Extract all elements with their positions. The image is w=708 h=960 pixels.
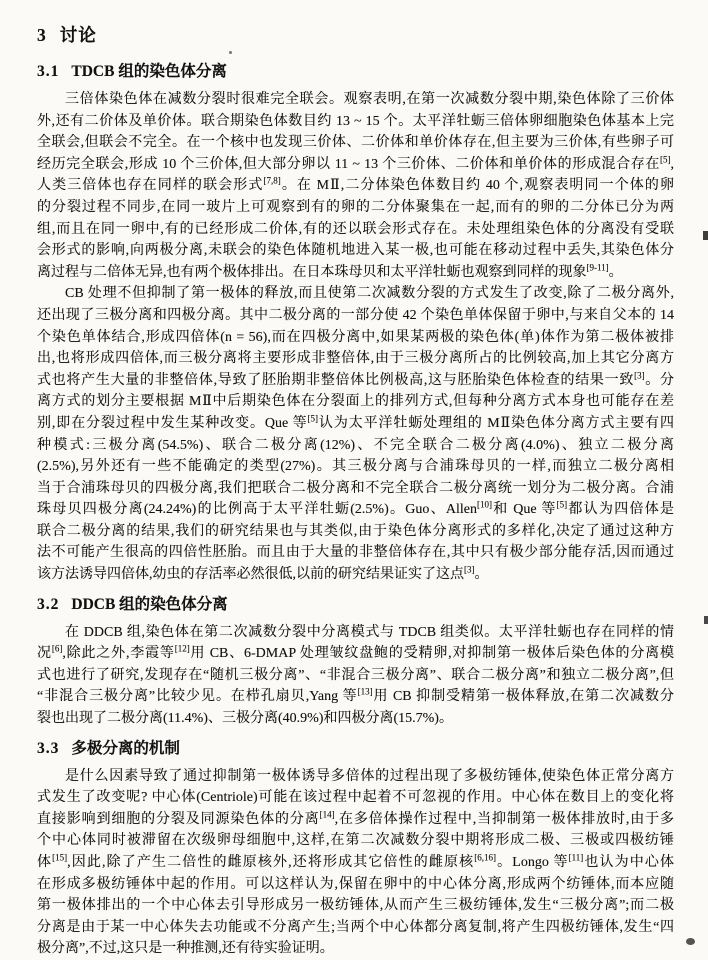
text-segment: 直接影响到细胞的分裂及同源染色体的分离 xyxy=(37,811,320,827)
heading-number: 3.1 xyxy=(37,63,60,80)
scan-artifact xyxy=(404,929,407,931)
text-segment: 出,也将形成四倍体,而三极分离将主要形成非整倍体,由于三极分离所占的比例较高,加上其它分离方 xyxy=(37,351,674,367)
text-segment: 式也将产生大量的非整倍体,导致了胚胎期非整倍体比例极高,这与胚胎染色体检查的结果一致 xyxy=(37,372,635,388)
text-segment: 的分裂过程不同步,在同一玻片上可观察到有的卵的二分体聚集在一起,而有的卵的二分体已分为两 xyxy=(37,199,674,215)
text-segment: 外,还有二价体及单价体。联合期染色体数目约 13 ~ 15 个。太平洋牡蛎三倍体卵细胞染色体基本上完 xyxy=(37,113,674,129)
text-line xyxy=(37,240,674,262)
citation-superscript: [5] xyxy=(307,413,319,424)
text-segment: 珠母贝四极分离(24.24%)的比例高于太平洋牡蛎(2.5%)。Guo、Allen xyxy=(37,502,477,518)
text-line xyxy=(37,787,674,809)
text-line xyxy=(37,89,674,111)
text-segment: 用 CB、6-DMAP 处理皱纹盘鲍的受精卵,对抑制第一极体后染色体的分离模 xyxy=(189,646,674,662)
citation-superscript: [3] xyxy=(634,370,645,381)
text-line xyxy=(37,564,674,586)
text-segment: 是什么因素导致了通过抑制第一极体诱导多倍体的过程出现了多极纺锤体,使染色体正常分离方 xyxy=(65,768,674,784)
citation-superscript: [11] xyxy=(568,852,584,863)
text-line xyxy=(37,917,674,939)
scan-artifact xyxy=(686,938,695,945)
heading-text: DDCB 组的染色体分离 xyxy=(71,595,228,613)
text-segment: (2.5%),另外还有一些不能确定的类型(27%)。其三极分离与合浦珠母贝的一样,而独立二极分离相 xyxy=(37,459,674,475)
text-segment: 还出现了三极分离和四极分离。其中二极分离的一部分使 42 个染色单体保留于卵中,与来自父本的 14 xyxy=(37,307,674,323)
text-segment: 认为太平洋牡蛎处理组的 MⅡ染色体分离方式主要有四 xyxy=(318,415,674,431)
heading-text: TDCB 组的染色体分离 xyxy=(71,63,227,80)
citation-superscript: [14] xyxy=(319,809,335,820)
text-segment: 该方法诱导四倍体,幼虫的存活率必然很低,以前的研究结果证实了这点 xyxy=(37,567,464,583)
text-line xyxy=(37,197,674,219)
text-line xyxy=(37,622,674,644)
text-segment: 。分 xyxy=(644,372,674,388)
text-segment: 和 Que 等 xyxy=(492,502,557,518)
text-line xyxy=(37,938,674,960)
citation-superscript: [5] xyxy=(660,154,671,165)
citation-superscript: [6] xyxy=(51,643,63,654)
text-segment: 都认为四倍体是 xyxy=(567,502,674,518)
text-line xyxy=(37,665,674,687)
text-segment: 会形式的影响,向两极分离,未联会的染色体随机地进入某一极,也可能在移动过程中丢失,其染色体分 xyxy=(37,243,674,259)
text-line xyxy=(37,175,674,197)
scan-artifact xyxy=(229,51,232,54)
text-segment: 种模式:三极分离(54.5%)、联合二极分离(12%)、不完全联合二极分离(4.0%)、独立二极分离 xyxy=(37,437,674,453)
heading-number: 3.2 xyxy=(37,595,60,613)
text-line xyxy=(37,708,674,730)
text-line xyxy=(37,766,674,788)
text-line xyxy=(37,830,674,852)
text-line xyxy=(37,478,674,500)
text-line xyxy=(37,895,674,917)
paragraph xyxy=(37,622,674,730)
text-segment: , xyxy=(670,156,674,172)
text-segment: 式发生了改变呢? 中心体(Centriole)可能在该过程中起着不可忽视的作用。中心体在数目上的变化将 xyxy=(37,790,674,806)
citation-superscript: [15] xyxy=(52,852,68,863)
text-segment: 况 xyxy=(37,646,52,662)
text-segment: 法不可能产生很高的四倍性胚胎。而且由于大量的非整倍体存在,其中只有极少部分能存活,因而通过 xyxy=(37,545,674,561)
scan-artifact xyxy=(598,925,601,927)
text-line xyxy=(37,499,674,521)
text-line xyxy=(37,686,674,708)
text-line xyxy=(37,262,674,284)
text-segment: ,在多倍体操作过程中,当抑制第一极体排放时,由于多 xyxy=(334,811,674,827)
text-segment: 三倍体染色体在减数分裂时很难完全联会。观察表明,在第一次减数分裂中期,染色体除了三价体 xyxy=(65,92,674,107)
text-segment: 经历完全联会,形成 10 个三价体,但大部分卵以 11 ~ 13 个三价体、二价体和单价体的形成混合存在 xyxy=(37,156,660,172)
citation-superscript: [5] xyxy=(556,499,568,510)
heading-text: 讨论 xyxy=(59,25,97,45)
citation-superscript: [7,8] xyxy=(263,175,281,186)
text-line xyxy=(37,154,674,176)
text-segment: 第一极体排出的一个中心体去引导形成另一极纺锤体,从而产生三极纺锤体,发生“三极分离”;而二极 xyxy=(37,898,674,914)
text-segment: 当于合浦珠母贝的四极分离,我们把联合二极分离和不完全联合二极分离统一划分为二极分离。合浦 xyxy=(37,480,674,496)
text-segment: ,除此之外,李霞等 xyxy=(62,646,175,662)
text-line xyxy=(37,852,674,874)
text-segment: 裂也出现了二极分离(11.4%)、三极分离(40.9%)和四极分离(15.7%)。 xyxy=(37,711,453,727)
heading-text: 多极分离的机制 xyxy=(71,739,180,757)
text-segment: 用 CB 抑制受精第一极体释放,在第二次减数分 xyxy=(372,689,674,705)
text-segment: 人类三倍体也存在同样的联会形式 xyxy=(37,178,264,194)
text-line xyxy=(37,391,674,413)
text-segment: ,因此,除了产生二倍性的雌原核外,还将形成其它倍性的雌原核 xyxy=(67,855,475,870)
text-segment: “非混合三极分离”比较少见。在栉孔扇贝,Yang 等 xyxy=(37,689,358,705)
citation-superscript: [12] xyxy=(174,643,190,654)
text-line xyxy=(37,542,674,564)
text-segment: 组,而且在同一卵中,有的已经形成二价体,有的还以联会形式存在。未处理组染色体的分离没有受联 xyxy=(37,221,674,237)
text-line xyxy=(37,327,674,349)
text-segment: 极分离”,不过,这只是一种推测,还有待实验证明。 xyxy=(37,941,334,957)
scan-artifact xyxy=(704,616,708,624)
text-segment: 分离是由于某一中心体失去功能或不分离产生;当两个中心体都分离复制,将产生四极纺锤体,发生“四 xyxy=(37,919,674,935)
heading-number: 3.3 xyxy=(37,739,60,757)
text-segment: 也认为中心体 xyxy=(583,855,674,870)
text-segment: CB 处理不但抑制了第一极体的释放,而且使第二次减数分裂的方式发生了改变,除了二极分离外, xyxy=(65,286,674,302)
text-segment: 。在 MⅡ,二分体染色体数目约 40 个,观察表明同一个体的卵 xyxy=(280,178,674,194)
section-title xyxy=(37,22,674,47)
text-segment: 。 xyxy=(474,567,489,583)
text-segment: 。Longo 等 xyxy=(496,855,569,870)
text-line xyxy=(37,435,674,457)
text-line xyxy=(37,305,674,327)
text-segment: 在 DDCB 组,染色体在第二次减数分裂中分离模式与 TDCB 组类似。太平洋牡蛎也存在同样的情 xyxy=(65,624,674,640)
subsection-heading xyxy=(37,592,674,614)
text-line xyxy=(37,809,674,831)
text-line xyxy=(37,370,674,392)
text-segment: 在形成多极纺锤体中起的作用。可以这样认为,保留在卵中的中心体分离,形成两个纺锤体,而本应随 xyxy=(37,876,674,892)
text-line xyxy=(37,413,674,435)
citation-superscript: [9-11] xyxy=(586,262,609,273)
text-segment: 离方式的划分主要根据 MⅡ中后期染色体在分裂面上的排列方式,但每种分离方式本身也可能存在差 xyxy=(37,394,674,410)
text-line xyxy=(37,132,674,154)
text-line xyxy=(37,521,674,543)
text-segment: 个染色单体结合,形成四倍体(n = 56),而在四极分离中,如果某两极的染色体(单)体作为第二极体被排 xyxy=(37,329,674,345)
text-segment: 全联会,但联会不完全。在一个核中也发现三价体、二价体和单价体存在,但主要为三价体,有些卵子可 xyxy=(37,135,674,151)
text-segment: 个中心体同时被滞留在次级卵母细胞中,这样,在第二次减数分裂中期将形成二极、三极或四极纺锤 xyxy=(37,833,674,849)
text-segment: 别,即在分裂过程中发生某种改变。Que 等 xyxy=(37,415,308,431)
text-segment: 。 xyxy=(608,264,623,280)
scan-artifact xyxy=(703,231,708,240)
citation-superscript: [3] xyxy=(464,564,475,575)
heading-number: 3 xyxy=(37,25,46,45)
text-line xyxy=(37,456,674,478)
text-segment: 联合二极分离的结果,我们的研究结果也与其类似,由于染色体分离形式的多样化,决定了通过这种方 xyxy=(37,523,674,539)
text-line xyxy=(37,348,674,370)
text-segment: 离过程与二倍体无异,也有两个极体排出。在日本珠母贝和太平洋牡蛎也观察到同样的现象 xyxy=(37,264,587,280)
text-segment: 式也进行了研究,发现存在“随机三极分离”、“非混合三极分离”、联合二极分离”和独立二极分离”,但 xyxy=(37,667,674,683)
text-segment: 体 xyxy=(37,855,53,870)
citation-superscript: [6,16] xyxy=(474,852,497,863)
text-line xyxy=(37,111,674,133)
paragraph xyxy=(37,766,674,960)
text-line xyxy=(37,874,674,896)
citation-superscript: [13] xyxy=(357,686,373,697)
text-line xyxy=(37,643,674,665)
paragraph xyxy=(37,283,674,585)
subsection-heading xyxy=(37,736,674,758)
text-line xyxy=(37,283,674,305)
text-line xyxy=(37,219,674,241)
subsection-heading xyxy=(37,59,674,81)
citation-superscript: [10] xyxy=(477,499,492,510)
paragraph xyxy=(37,89,674,283)
